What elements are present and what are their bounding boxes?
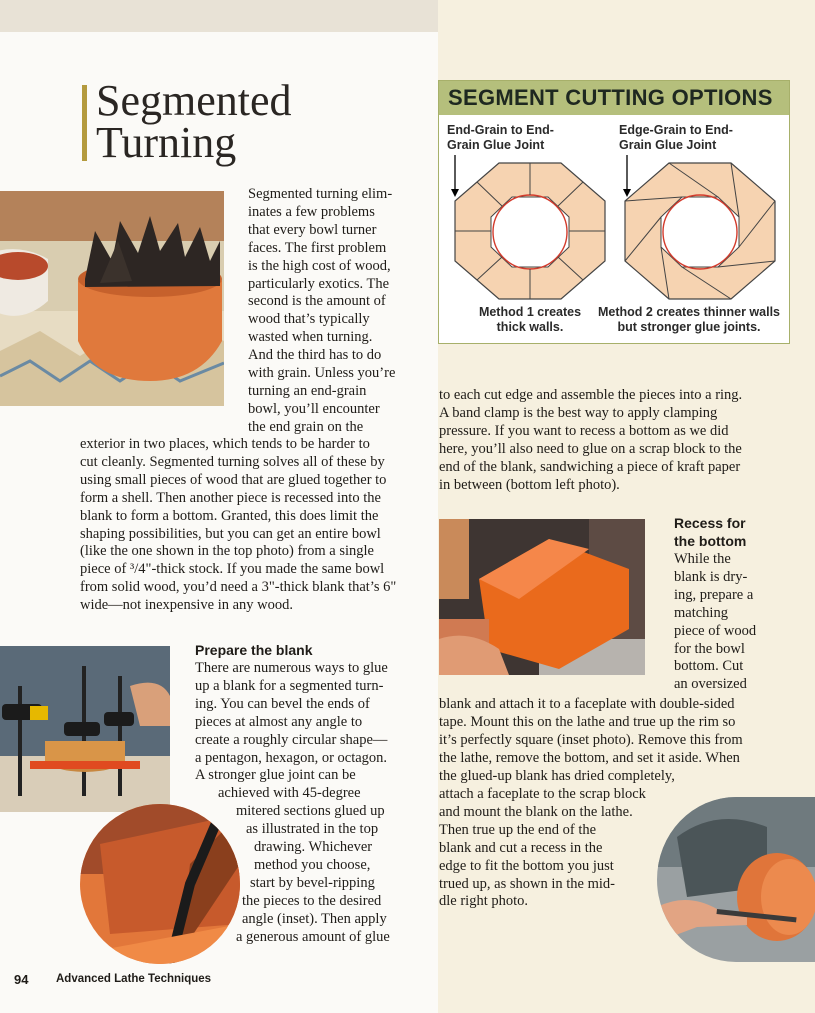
text-line: ing. You can bevel the ends of [195, 695, 370, 712]
text-line: second is the amount of [248, 293, 386, 310]
prepare-paragraph-cont-6 [242, 893, 387, 929]
text-line: achieved with 45-degree [218, 785, 361, 801]
text-line: blank is dry- [674, 568, 748, 585]
label-line: Grain Glue Joint [447, 138, 545, 152]
text-line: angle (inset). Then apply [242, 910, 387, 927]
text-line: that every bowl turner [248, 221, 377, 238]
text-line: to each cut edge and assemble the pieces into a ring. [439, 387, 743, 403]
text-line: the lathe, remove the bottom, and set it aside. When [439, 749, 740, 766]
prepare-paragraph [195, 660, 388, 785]
text-line: piece of wood [674, 622, 757, 639]
top-margin-strip [0, 0, 438, 32]
label-line: Grain Glue Joint [619, 138, 717, 152]
clamping-photo [0, 646, 170, 812]
caption-line: Method 1 creates [478, 305, 582, 319]
intro-paragraph [248, 186, 395, 437]
text-line: edge to fit the bottom you just [439, 857, 614, 874]
recess-paragraph-wide [439, 696, 743, 786]
text-line: wood that’s typically [248, 311, 370, 328]
book-title: Advanced Lathe Techniques [56, 973, 212, 985]
text-line: in between (bottom left photo). [439, 476, 620, 493]
text-line: While the [674, 551, 731, 567]
recess-paragraph [674, 551, 756, 694]
page-number: 94 [14, 972, 29, 987]
text-line: trued up, as shown in the mid- [439, 875, 615, 892]
text-line: the end grain on the [248, 418, 364, 435]
text-line: wide—not inexpensive in any wood. [80, 597, 294, 614]
text-line: dle right photo. [439, 893, 529, 910]
text-line: shaping possibilities, but you can get an entire bowl [80, 525, 381, 542]
text-line: a pentagon, hexagon, or octagon. [195, 749, 388, 766]
prepare-paragraph-cont-4 [254, 839, 372, 875]
text-line: using small pieces of wood that are glued together to [80, 471, 387, 488]
text-line: Then true up the end of the [439, 821, 597, 838]
method2-caption [589, 305, 789, 335]
text-line: the pieces to the desired [242, 893, 382, 909]
text-line: attach a faceplate to the scrap block [439, 786, 646, 802]
text-line: piece of ³/4"-thick stock. If you made the same bowl [80, 561, 385, 578]
text-line: exterior in two places, which tends to be harder to [80, 436, 370, 452]
text-line: is the high cost of wood, [248, 257, 391, 274]
segment-cutting-diagram [438, 80, 790, 344]
article-title [96, 76, 292, 167]
prepare-heading: Prepare the blank [195, 642, 313, 658]
diagram-title: SEGMENT CUTTING OPTIONS [448, 85, 773, 110]
text-line: from solid wood, you’d need a 3"-thick blank that’s 6" [80, 579, 397, 596]
heading-line: Recess for [674, 515, 746, 531]
label-line: Edge-Grain to End- [619, 123, 733, 137]
method1-ring-diagram [445, 155, 615, 305]
method2-label [619, 123, 733, 153]
prepare-paragraph-cont-7 [236, 929, 390, 947]
text-line: blank to form a bottom. Granted, this does limit the [80, 507, 379, 524]
title-accent-bar [82, 85, 87, 161]
caption-line: but stronger glue joints. [617, 320, 761, 334]
text-line: (like the one shown in the top photo) from a single [80, 543, 374, 560]
text-line: turning an end-grain [248, 382, 367, 399]
text-line: a generous amount of glue [236, 929, 390, 945]
text-line: pieces at almost any angle to [195, 713, 363, 730]
text-line: ing, prepare a [674, 586, 754, 603]
text-line: it’s perfectly square (inset photo). Remove this from [439, 731, 743, 748]
text-line: faces. The first problem [248, 239, 387, 256]
text-line: here, you’ll also need to glue on a scrap block to the [439, 440, 742, 457]
text-line: for the bowl [674, 640, 745, 657]
prepare-paragraph-cont-5 [250, 875, 375, 893]
text-line: pressure. If you want to recess a bottom as we did [439, 422, 729, 439]
recess-paragraph-tail [439, 786, 646, 911]
text-line: blank and cut a recess in the [439, 839, 603, 856]
text-line: drawing. Whichever [254, 839, 373, 855]
text-line: an oversized [674, 676, 747, 693]
text-line: cut cleanly. Segmented turning solves all of these by [80, 453, 385, 470]
diagram-header [439, 81, 789, 115]
lathe-photo [439, 519, 645, 675]
bevel-rip-inset-photo [80, 804, 240, 964]
text-line: Segmented turning elim- [248, 186, 393, 202]
text-line: A band clamp is the best way to apply clamping [439, 404, 718, 421]
text-line: And the third has to do [248, 347, 382, 364]
method1-caption [455, 305, 605, 335]
method1-label [447, 123, 554, 153]
text-line: particularly exotics. The [248, 275, 390, 292]
prepare-paragraph-cont-3 [246, 821, 378, 839]
text-line: bottom. Cut [674, 658, 744, 675]
text-line: end of the blank, sandwiching a piece of kraft paper [439, 458, 741, 475]
text-line: as illustrated in the top [246, 821, 379, 837]
label-line: End-Grain to End- [447, 123, 554, 137]
text-line: start by bevel-ripping [250, 875, 375, 891]
text-line: mitered sections glued up [236, 803, 385, 819]
text-line: form a shell. Then another piece is recessed into the [80, 489, 381, 506]
title-line: Turning [96, 118, 237, 167]
caption-line: thick walls. [496, 320, 564, 334]
text-line: inates a few problems [248, 203, 375, 220]
heading-line: the bottom [674, 533, 747, 549]
text-line: bowl, you’ll encounter [248, 400, 380, 417]
title-line: Segmented [96, 76, 292, 125]
prepare-paragraph-cont-2 [236, 803, 385, 821]
prepare-paragraph-cont-1 [218, 785, 361, 803]
text-line: A stronger glue joint can be [195, 767, 356, 784]
text-line: with grain. Unless you’re [248, 365, 396, 382]
bowl-photo [0, 191, 224, 406]
glue-paragraph [439, 387, 742, 494]
text-line: up a blank for a segmented turn- [195, 677, 384, 694]
text-line: method you choose, [254, 856, 371, 873]
text-line: create a roughly circular shape— [195, 731, 388, 748]
text-line: blank and attach it to a faceplate with double-sided [439, 696, 735, 712]
method2-ring-diagram [615, 155, 785, 305]
text-line: tape. Mount this on the lathe and true up the rim so [439, 713, 736, 730]
intro-paragraph-wide [80, 436, 396, 615]
recess-heading [674, 514, 746, 550]
text-line: matching [674, 604, 728, 621]
rim-truing-inset-photo [657, 797, 815, 962]
text-line: wasted when turning. [248, 329, 373, 346]
caption-line: Method 2 creates thinner walls [598, 305, 780, 319]
text-line: There are numerous ways to glue [195, 660, 388, 676]
text-line: the glued-up blank has dried completely, [439, 767, 675, 784]
text-line: and mount the blank on the lathe. [439, 803, 633, 820]
